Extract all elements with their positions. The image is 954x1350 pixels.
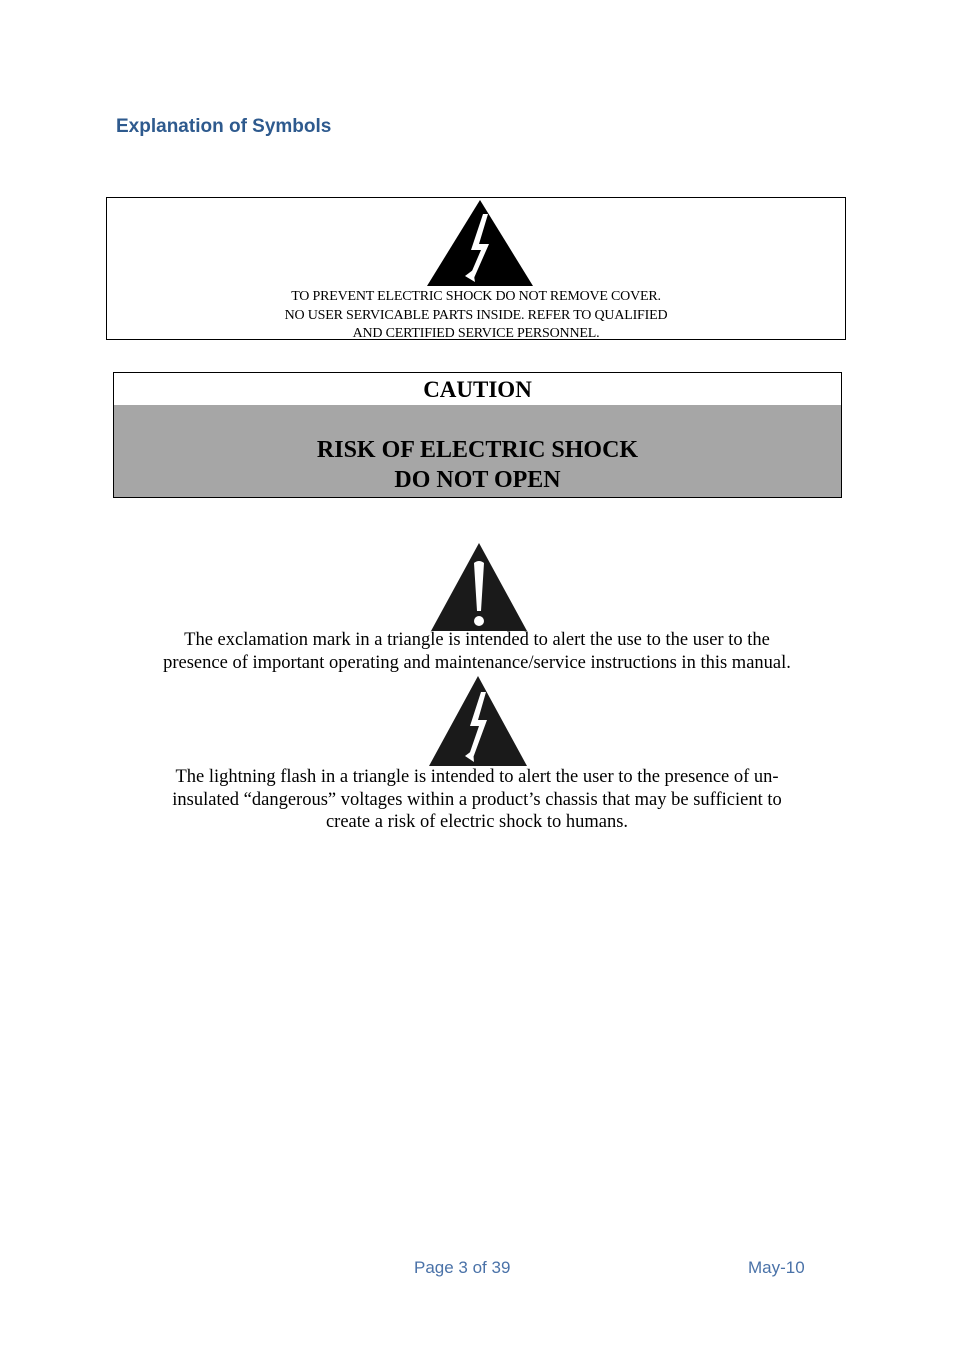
- warning-line: NO USER SERVICABLE PARTS INSIDE. REFER TO QUALIFIED: [284, 307, 668, 323]
- warning-line: TO PREVENT ELECTRIC SHOCK DO NOT REMOVE COVER.: [291, 289, 661, 304]
- shock-warning-box: [106, 197, 846, 340]
- description-line: The exclamation mark in a triangle is intended to alert the use to the user to the: [184, 630, 770, 650]
- caution-body: [114, 405, 841, 497]
- lightning-triangle-icon: [425, 198, 535, 288]
- caution-label: [113, 372, 842, 498]
- section-heading: Explanation of Symbols: [116, 116, 332, 137]
- caution-line: DO NOT OPEN: [394, 467, 561, 493]
- description-line: insulated “dangerous” voltages within a product’s chassis that may be sufficient to: [172, 789, 782, 810]
- caution-title: CAUTION: [114, 373, 841, 405]
- document-date: May-10: [748, 1258, 805, 1277]
- description-line: The lightning flash in a triangle is intended to alert the user to the presence of un-: [175, 767, 779, 787]
- lightning-triangle-icon: [428, 674, 528, 768]
- description-line: presence of important operating and maintenance/service instructions in this manual.: [163, 652, 791, 673]
- page-number: Page 3 of 39: [414, 1258, 511, 1277]
- exclamation-triangle-icon: [429, 541, 529, 633]
- shock-warning-text: [107, 288, 845, 344]
- lightning-description: [100, 766, 854, 834]
- caution-line: RISK OF ELECTRIC SHOCK: [316, 437, 639, 463]
- description-line: create a risk of electric shock to humans.: [325, 812, 629, 832]
- exclamation-description: [100, 629, 854, 674]
- warning-line: AND CERTIFIED SERVICE PERSONNEL.: [352, 326, 600, 341]
